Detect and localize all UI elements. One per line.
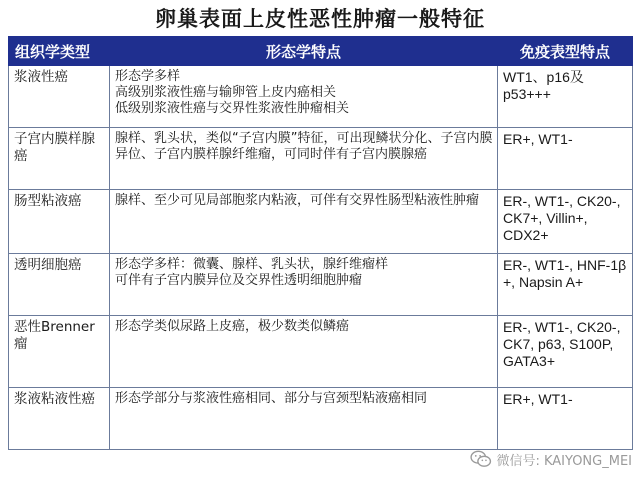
cell-type: 恶性Brenner瘤	[9, 316, 110, 388]
cell-immuno: ER-, WT1-, HNF-1β +, Napsin A+	[498, 254, 633, 316]
features-table	[8, 36, 633, 450]
header-immunophenotype: 免疫表型特点	[498, 37, 633, 66]
cell-type: 子宫内膜样腺癌	[9, 128, 110, 190]
morphology-line: 高级别浆液性癌与输卵管上皮内癌相关	[115, 85, 337, 100]
morphology-line: 低级别浆液性癌与交界性浆液性肿瘤相关	[115, 101, 350, 116]
cell-immuno: ER+, WT1-	[498, 128, 633, 190]
watermark	[470, 448, 632, 470]
cell-morphology	[110, 316, 498, 388]
table-row	[9, 388, 633, 450]
header-histology-type: 组织学类型	[9, 37, 110, 66]
cell-morphology	[110, 388, 498, 450]
cell-type: 浆液性癌	[9, 66, 110, 128]
morphology-line: 形态学部分与浆液性癌相同、部分与宫颈型粘液癌相同	[115, 391, 428, 406]
morphology-line: 形态学多样：微囊、腺样、乳头状，腺纤维瘤样	[115, 257, 389, 272]
table-row	[9, 128, 633, 190]
morphology-line: 腺样、至少可见局部胞浆内粘液，可伴有交界性肠型粘液性肿瘤	[115, 193, 480, 208]
table-row	[9, 66, 633, 128]
page-title: 卵巢表面上皮性恶性肿瘤一般特征	[155, 7, 485, 31]
cell-immuno: ER-, WT1-, CK20-, CK7+, Villin+, CDX2+	[498, 190, 633, 254]
wechat-icon	[470, 450, 492, 468]
cell-immuno: WT1、p16及p53+++	[498, 66, 633, 128]
cell-morphology	[110, 128, 498, 190]
morphology-line: 腺样、乳头状，类似“子宫内膜”特征，可出现鳞状分化、子宫内膜异位、子宫内膜样腺纤维瘤，可同时伴有子宫内膜腺癌	[115, 131, 493, 162]
table-row	[9, 190, 633, 254]
cell-type: 肠型粘液癌	[9, 190, 110, 254]
header-morphology: 形态学特点	[110, 37, 498, 66]
cell-type: 透明细胞癌	[9, 254, 110, 316]
cell-morphology	[110, 190, 498, 254]
cell-morphology	[110, 254, 498, 316]
cell-immuno: ER-, WT1-, CK20-, CK7, p63, S100P, GATA3+	[498, 316, 633, 388]
cell-type: 浆液粘液性癌	[9, 388, 110, 450]
morphology-line: 形态学类似尿路上皮癌，极少数类似鳞癌	[115, 319, 350, 334]
morphology-line: 可伴有子宫内膜异位及交界性透明细胞肿瘤	[115, 273, 363, 288]
cell-immuno: ER+, WT1-	[498, 388, 633, 450]
table-row	[9, 254, 633, 316]
table-header-row	[9, 37, 633, 66]
morphology-line: 形态学多样	[115, 69, 181, 84]
cell-morphology	[110, 66, 498, 128]
table-row	[9, 316, 633, 388]
watermark-text: 微信号: KAIYONG_MEI	[496, 453, 632, 469]
